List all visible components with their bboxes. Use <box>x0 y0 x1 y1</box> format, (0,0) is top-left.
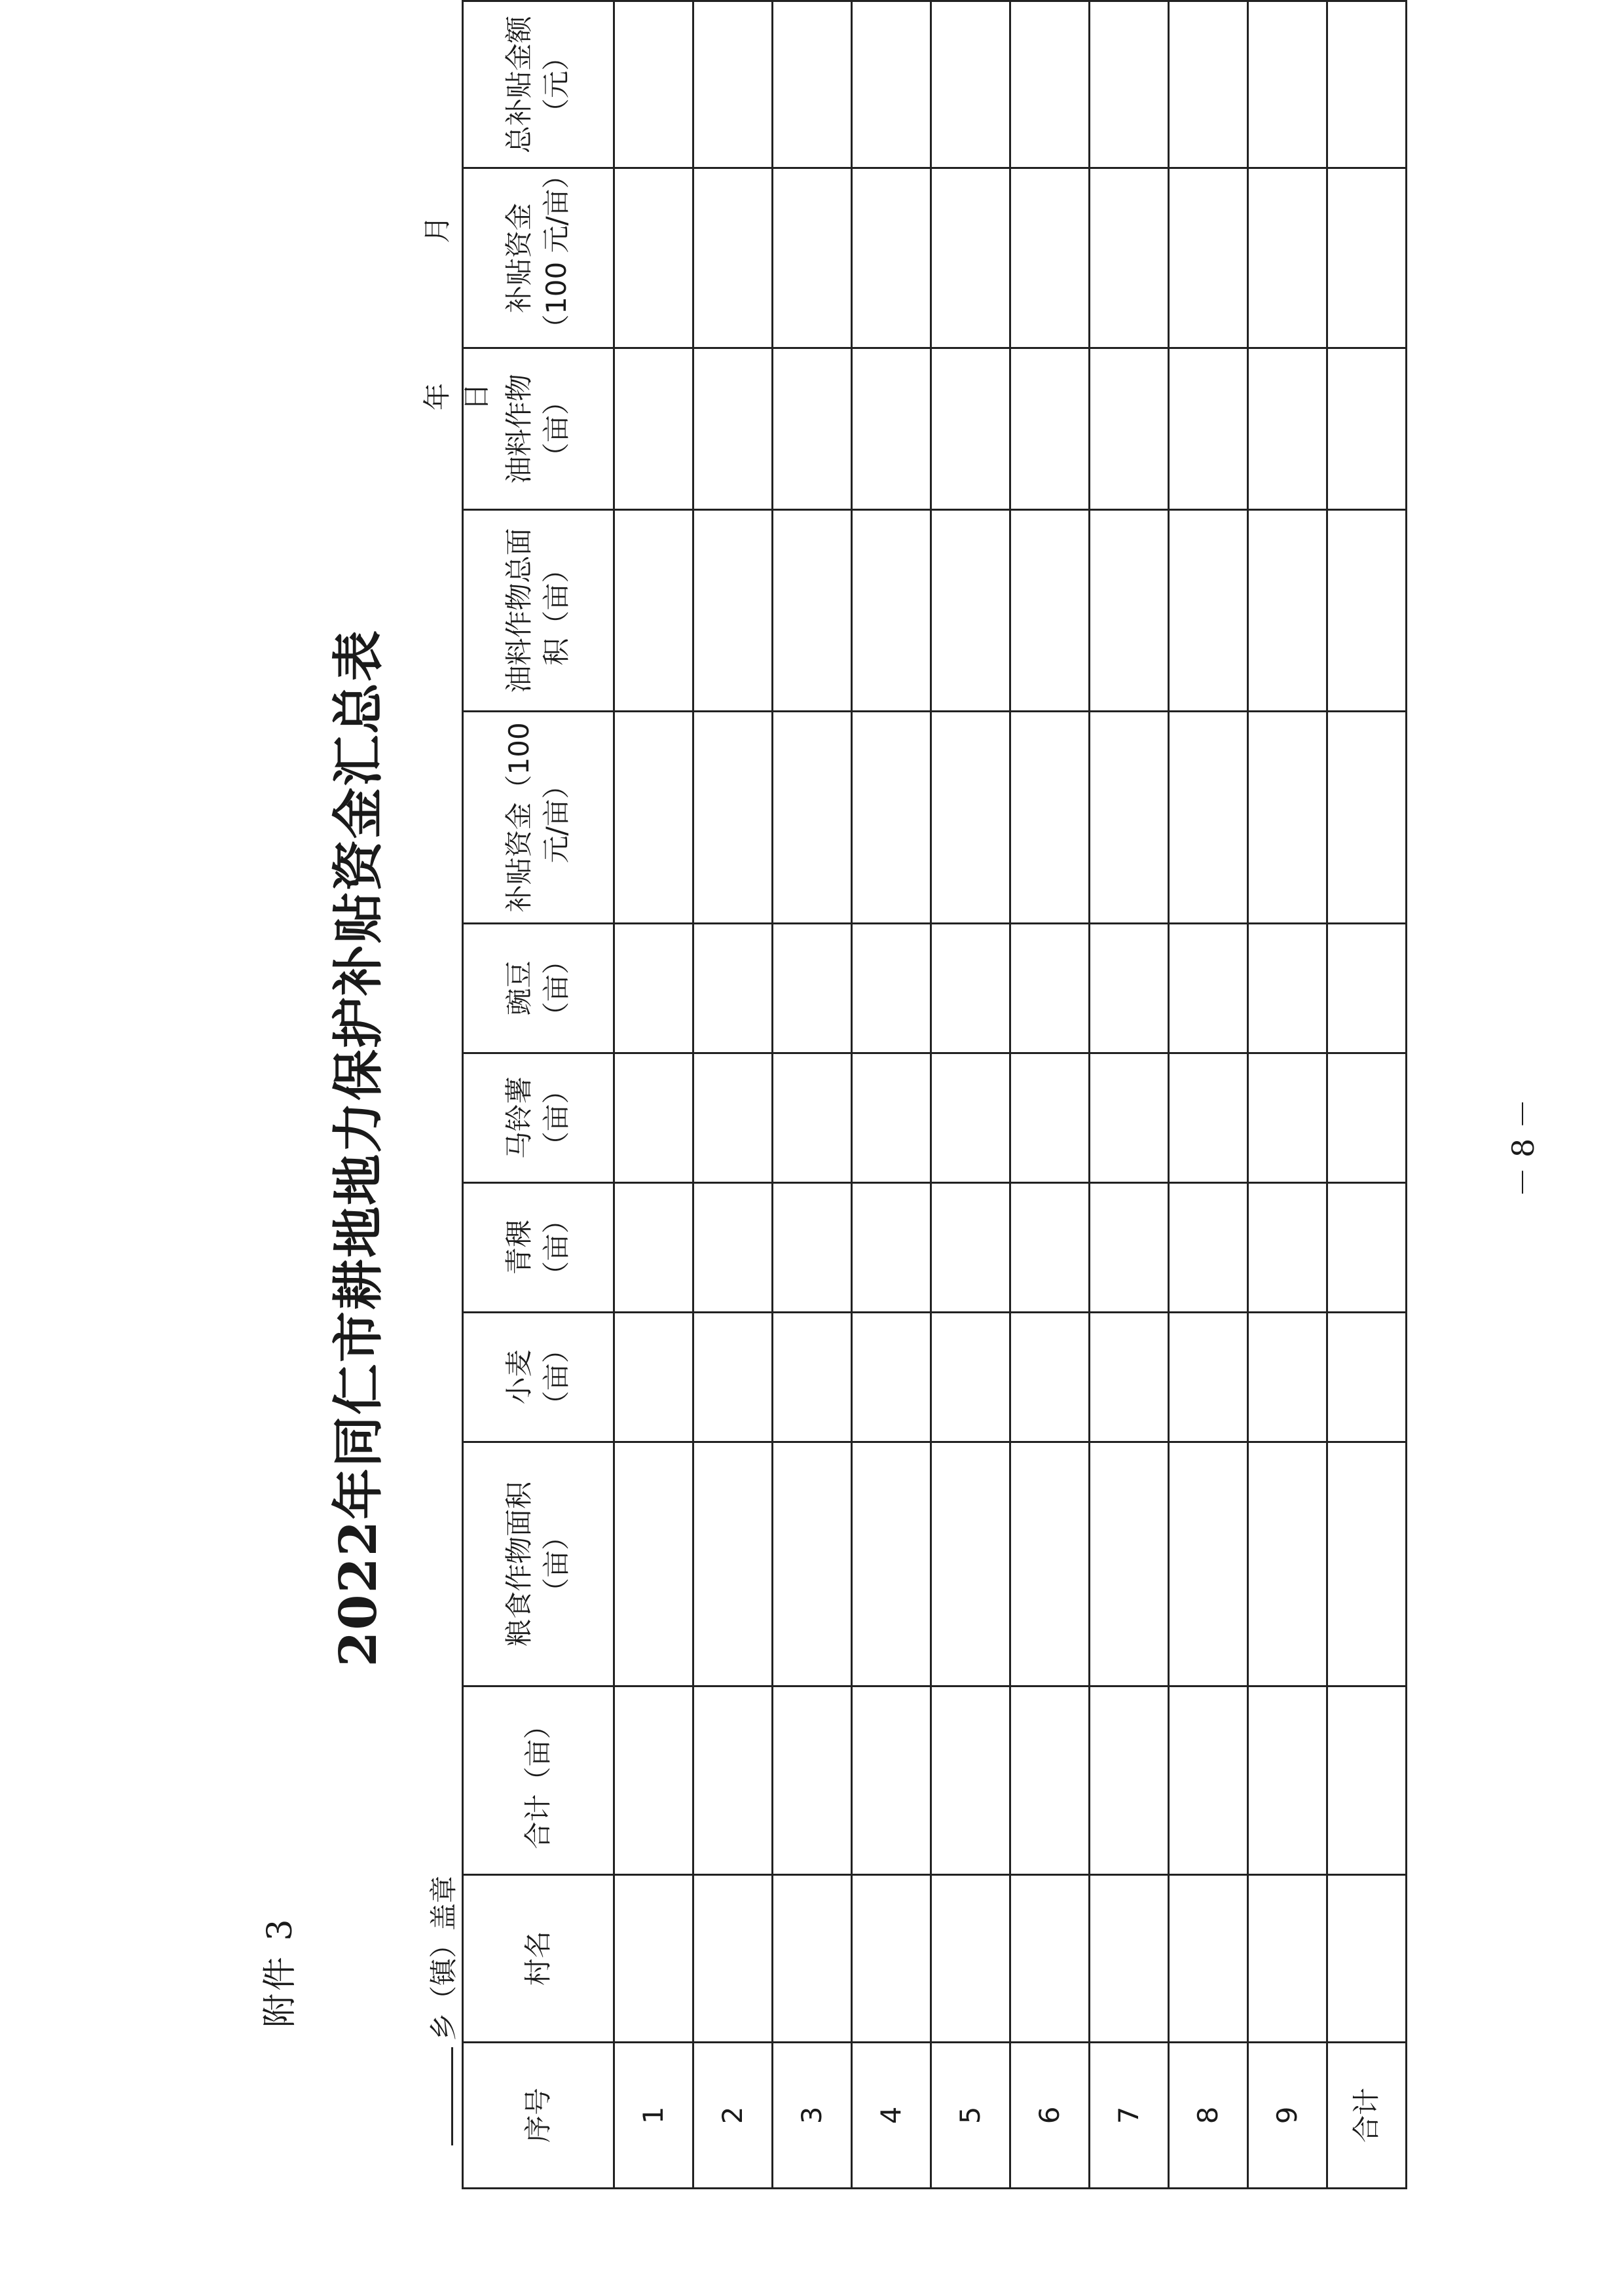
cell <box>693 1442 773 1686</box>
header-grain-area: 粮食作物面积（亩） <box>463 1442 614 1686</box>
header-potato: 马铃薯（亩） <box>463 1053 614 1182</box>
cell <box>1327 509 1407 711</box>
cell <box>1090 923 1169 1053</box>
cell <box>1327 1 1407 168</box>
cell <box>693 1312 773 1442</box>
row-seq: 2 <box>693 2042 773 2188</box>
cell <box>1010 348 1090 509</box>
cell <box>852 1686 931 1875</box>
cell <box>1327 168 1407 348</box>
cell <box>614 712 693 924</box>
cell <box>693 1 773 168</box>
cell <box>931 509 1010 711</box>
cell <box>1327 1312 1407 1442</box>
row-seq: 5 <box>931 2042 1010 2188</box>
cell <box>1327 1874 1407 2042</box>
table-row <box>931 1 1010 2189</box>
cell <box>1248 1442 1327 1686</box>
row-seq: 6 <box>1010 2042 1090 2188</box>
table-row <box>1010 1 1090 2189</box>
cell <box>1010 1312 1090 1442</box>
table-row <box>852 1 931 2189</box>
table-row <box>1248 1 1327 2189</box>
cell <box>614 1 693 168</box>
cell <box>1090 509 1169 711</box>
cell <box>693 923 773 1053</box>
table-row <box>693 1 773 2189</box>
cell <box>852 348 931 509</box>
header-total-subsidy: 总补贴金额（元） <box>463 1 614 168</box>
cell <box>852 1182 931 1312</box>
cell <box>931 348 1010 509</box>
cell <box>1327 712 1407 924</box>
row-seq: 9 <box>1248 2042 1327 2188</box>
cell <box>931 1686 1010 1875</box>
cell <box>1090 1874 1169 2042</box>
table-row <box>773 1 852 2189</box>
cell <box>1169 1686 1248 1875</box>
row-seq: 4 <box>852 2042 931 2188</box>
cell <box>931 923 1010 1053</box>
table-row <box>614 1 693 2189</box>
cell <box>1327 1442 1407 1686</box>
cell <box>693 1686 773 1875</box>
header-seq: 序号 <box>463 2042 614 2188</box>
cell <box>852 923 931 1053</box>
attachment-label: 附件 3 <box>261 1916 300 2028</box>
cell <box>852 168 931 348</box>
cell <box>693 1053 773 1182</box>
cell <box>931 1874 1010 2042</box>
cell <box>1010 923 1090 1053</box>
cell <box>693 1874 773 2042</box>
cell <box>614 1874 693 2042</box>
date-day: 日 <box>460 382 492 410</box>
row-seq-total: 合计 <box>1327 2042 1407 2188</box>
cell <box>1248 1 1327 168</box>
header-pea: 豌豆（亩） <box>463 923 614 1053</box>
cell <box>1169 923 1248 1053</box>
cell <box>1169 1442 1248 1686</box>
cell <box>1090 712 1169 924</box>
row-seq: 8 <box>1169 2042 1248 2188</box>
table-row <box>1090 1 1169 2189</box>
cell <box>852 509 931 711</box>
cell <box>931 712 1010 924</box>
cell <box>852 1874 931 2042</box>
cell <box>1010 1 1090 168</box>
cell <box>1169 1053 1248 1182</box>
cell <box>1169 1312 1248 1442</box>
cell <box>1327 1053 1407 1182</box>
cell <box>931 1182 1010 1312</box>
cell <box>773 348 852 509</box>
township-blank <box>451 2047 453 2145</box>
cell <box>1327 348 1407 509</box>
cell <box>1010 1874 1090 2042</box>
cell <box>1010 509 1090 711</box>
cell <box>852 1312 931 1442</box>
cell <box>1010 1182 1090 1312</box>
cell <box>773 509 852 711</box>
cell <box>1169 712 1248 924</box>
cell <box>1248 509 1327 711</box>
cell <box>693 509 773 711</box>
cell <box>773 1874 852 2042</box>
cell <box>852 712 931 924</box>
cell <box>1090 168 1169 348</box>
township-label: 乡（镇）盖章 <box>428 1875 460 2041</box>
cell <box>773 1442 852 1686</box>
cell <box>1090 1182 1169 1312</box>
cell <box>1090 1686 1169 1875</box>
header-oil-crops: 油料作物（亩） <box>463 348 614 509</box>
cell <box>1248 1686 1327 1875</box>
cell <box>931 1442 1010 1686</box>
cell <box>1010 1686 1090 1875</box>
header-highland-barley: 青稞（亩） <box>463 1182 614 1312</box>
cell <box>1010 1442 1090 1686</box>
cell <box>693 712 773 924</box>
cell <box>773 1182 852 1312</box>
cell <box>931 168 1010 348</box>
cell <box>931 1312 1010 1442</box>
cell <box>1090 1 1169 168</box>
cell <box>693 1182 773 1312</box>
row-seq: 1 <box>614 2042 693 2188</box>
cell <box>1169 509 1248 711</box>
date-year: 年 <box>421 382 453 410</box>
page-title: 2022年同仁市耕地地力保护补贴资金汇总表 <box>329 629 388 1667</box>
cell <box>614 923 693 1053</box>
subsidy-summary-table <box>462 0 1407 2189</box>
cell <box>1169 168 1248 348</box>
cell <box>1010 168 1090 348</box>
page-number: － 8 － <box>1505 1099 1541 1197</box>
cell <box>1248 1312 1327 1442</box>
cell <box>1010 1053 1090 1182</box>
header-village: 村名 <box>463 1874 614 2042</box>
cell <box>1090 348 1169 509</box>
cell <box>773 1312 852 1442</box>
cell <box>1090 1053 1169 1182</box>
cell <box>1248 712 1327 924</box>
cell <box>1010 712 1090 924</box>
cell <box>931 1053 1010 1182</box>
cell <box>773 712 852 924</box>
cell <box>852 1442 931 1686</box>
cell <box>773 1686 852 1875</box>
cell <box>614 1182 693 1312</box>
cell <box>773 168 852 348</box>
cell <box>773 1 852 168</box>
cell <box>1169 1874 1248 2042</box>
header-oil-subsidy: 补贴资金（100 元/亩） <box>463 168 614 348</box>
cell <box>693 168 773 348</box>
cell <box>1248 348 1327 509</box>
cell <box>1090 1442 1169 1686</box>
cell <box>614 1442 693 1686</box>
header-total-mu: 合计（亩） <box>463 1686 614 1875</box>
cell <box>1327 923 1407 1053</box>
table-row <box>1169 1 1248 2189</box>
cell <box>614 1312 693 1442</box>
cell <box>614 1686 693 1875</box>
header-wheat: 小麦（亩） <box>463 1312 614 1442</box>
cell <box>1327 1686 1407 1875</box>
total-row <box>1327 1 1407 2189</box>
cell <box>1327 1182 1407 1312</box>
cell <box>1248 1874 1327 2042</box>
row-seq: 3 <box>773 2042 852 2188</box>
cell <box>693 348 773 509</box>
cell <box>1248 923 1327 1053</box>
header-row <box>463 1 614 2189</box>
cell <box>614 168 693 348</box>
cell <box>1248 168 1327 348</box>
header-grain-subsidy: 补贴资金（100 元/亩） <box>463 712 614 924</box>
cell <box>931 1 1010 168</box>
cell <box>1169 1182 1248 1312</box>
cell <box>773 923 852 1053</box>
township-stamp-line <box>422 1876 462 2145</box>
cell <box>1169 1 1248 168</box>
cell <box>614 1053 693 1182</box>
cell <box>614 509 693 711</box>
cell <box>773 1053 852 1182</box>
cell <box>852 1 931 168</box>
cell <box>1248 1182 1327 1312</box>
date-month: 月 <box>421 215 453 244</box>
header-oil-total-area: 油料作物总面积（亩） <box>463 509 614 711</box>
cell <box>1248 1053 1327 1182</box>
cell <box>1090 1312 1169 1442</box>
row-seq: 7 <box>1090 2042 1169 2188</box>
cell <box>1169 348 1248 509</box>
cell <box>852 1053 931 1182</box>
cell <box>614 348 693 509</box>
